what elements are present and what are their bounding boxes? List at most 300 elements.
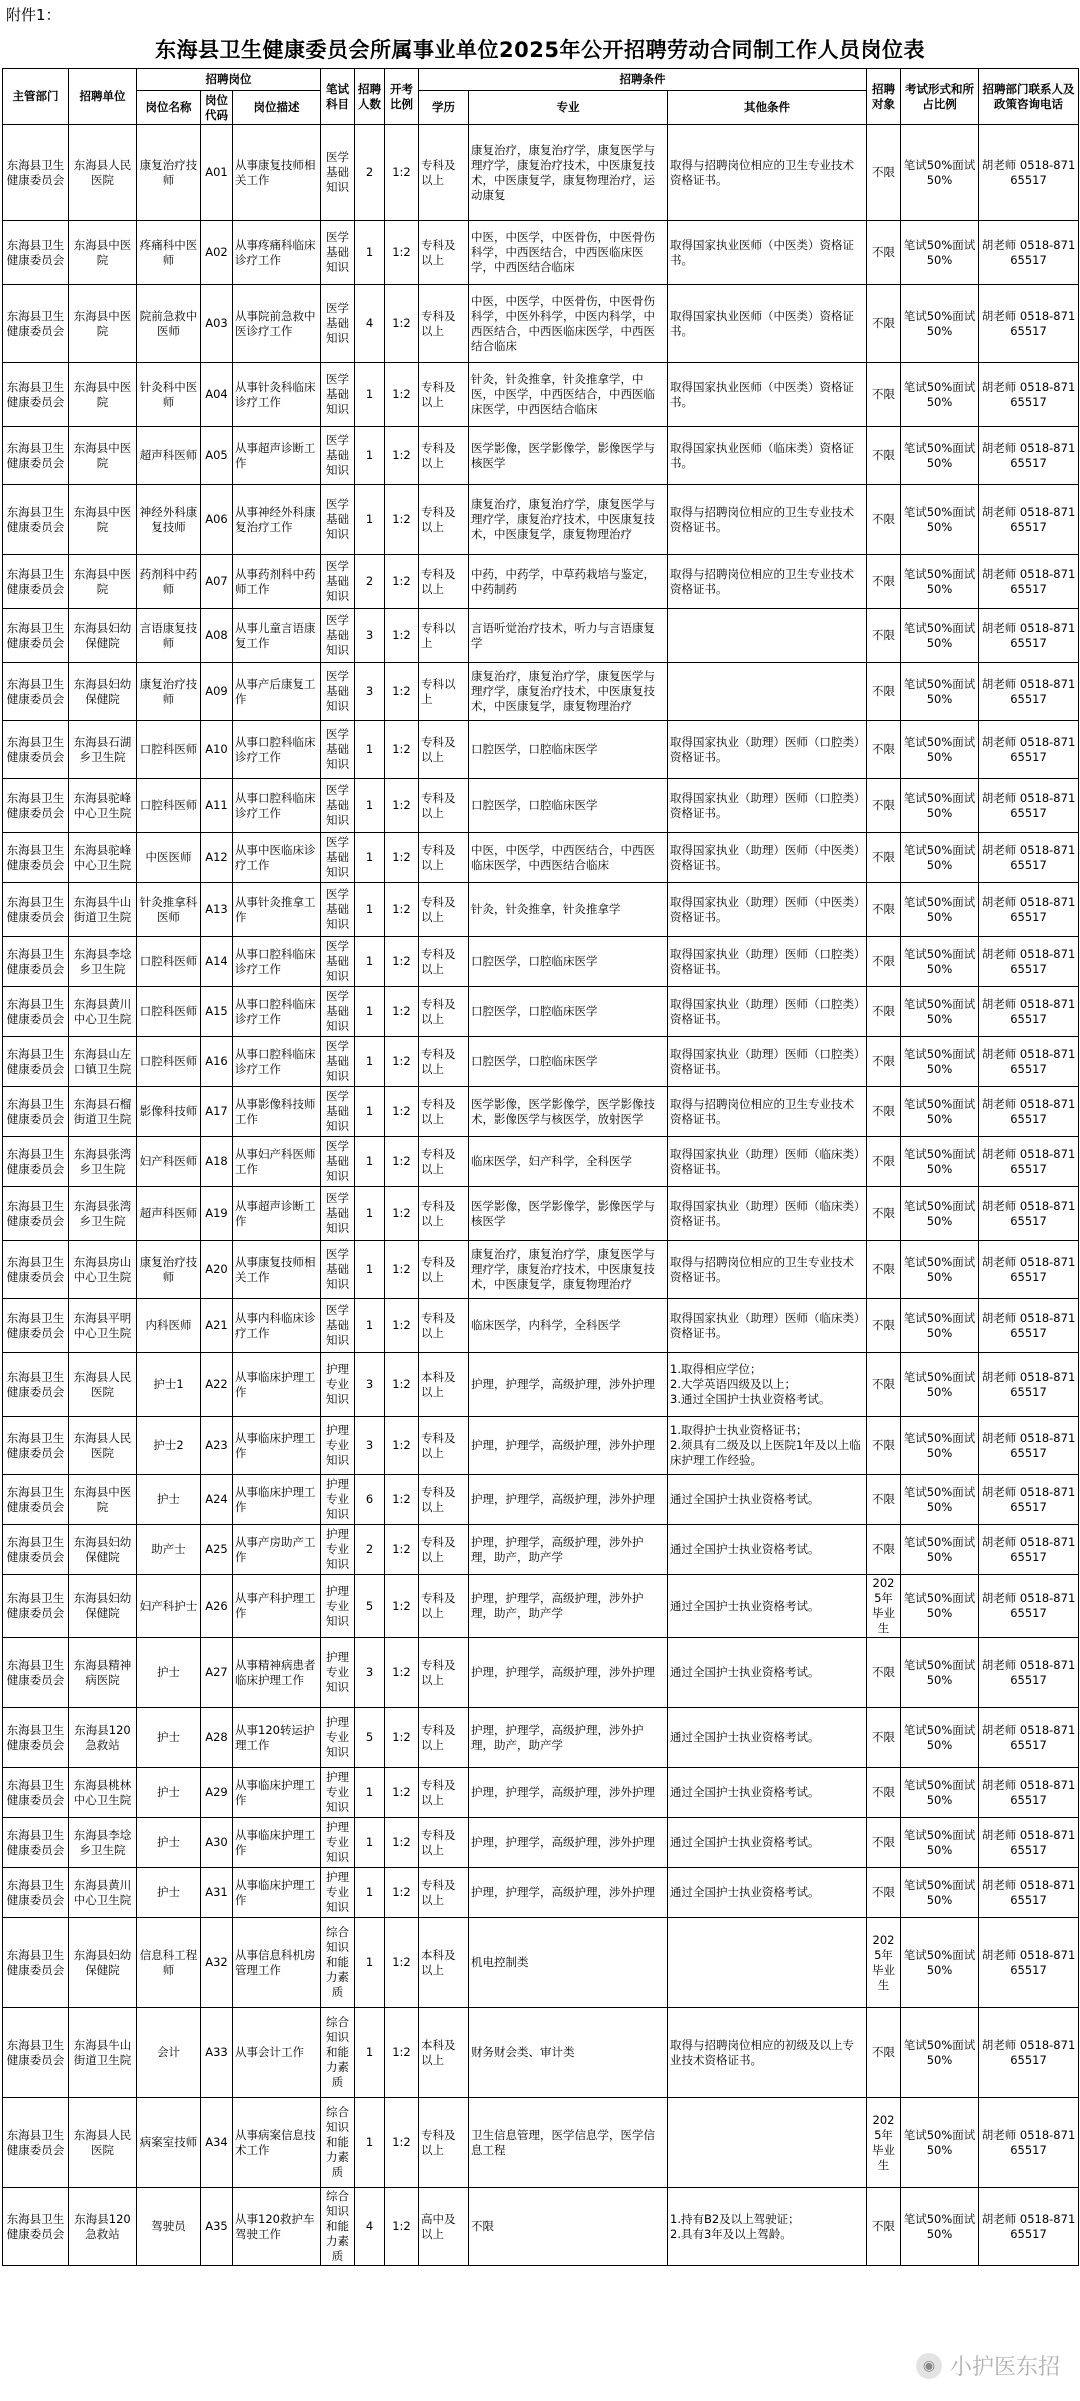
ratio-cell: 1:2 bbox=[385, 555, 419, 609]
table-row bbox=[3, 1299, 1079, 1353]
post-code-cell: A24 bbox=[201, 1475, 233, 1525]
unit-cell: 东海县人民医院 bbox=[69, 1417, 137, 1475]
post-desc-cell: 从事中医临床诊疗工作 bbox=[233, 833, 321, 883]
contact-cell: 胡老师 0518-87165517 bbox=[979, 427, 1079, 485]
post-code-cell: A11 bbox=[201, 779, 233, 833]
watermark-text: 小护医东招 bbox=[949, 2355, 1060, 2380]
subject-cell: 医学基础知识 bbox=[321, 883, 355, 937]
post-desc-cell: 从事超声诊断工作 bbox=[233, 427, 321, 485]
post-code-cell: A19 bbox=[201, 1187, 233, 1241]
target-cell: 不限 bbox=[867, 221, 901, 285]
major-cell: 针灸，针灸推拿，针灸推拿学，中医，中医学，中西医结合，中西医临床医学，中西医结合临床 bbox=[469, 363, 668, 427]
subject-cell: 护理专业知识 bbox=[321, 1868, 355, 1918]
exam-cell: 笔试50%面试50% bbox=[901, 1708, 979, 1768]
subject-cell: 医学基础知识 bbox=[321, 221, 355, 285]
post-code-cell: A35 bbox=[201, 2188, 233, 2266]
post-desc-cell: 从事儿童言语康复工作 bbox=[233, 609, 321, 663]
header-ratio: 开考比例 bbox=[385, 69, 419, 125]
unit-cell: 东海县李埝乡卫生院 bbox=[69, 937, 137, 987]
exam-cell: 笔试50%面试50% bbox=[901, 1638, 979, 1708]
other-cell: 取得与招聘岗位相应的卫生专业技术资格证书。 bbox=[668, 125, 867, 221]
post-code-cell: A05 bbox=[201, 427, 233, 485]
other-cell: 1.取得护士执业资格证书； 2.须具有二级及以上医院1年及以上临床护理工作经验。 bbox=[668, 1417, 867, 1475]
ratio-cell: 1:2 bbox=[385, 937, 419, 987]
other-cell bbox=[668, 2098, 867, 2188]
other-cell: 通过全国护士执业资格考试。 bbox=[668, 1638, 867, 1708]
post-desc-cell: 从事产科护理工作 bbox=[233, 1575, 321, 1638]
post-code-cell: A03 bbox=[201, 285, 233, 363]
target-cell: 不限 bbox=[867, 1241, 901, 1299]
major-cell: 医学影像，医学影像学，医学影像技术，影像医学与核医学，放射医学 bbox=[469, 1087, 668, 1137]
subject-cell: 综合知识和能力素质 bbox=[321, 2188, 355, 2266]
edu-cell: 专科及以上 bbox=[419, 1299, 469, 1353]
edu-cell: 专科及以上 bbox=[419, 937, 469, 987]
post-name-cell: 康复治疗技师 bbox=[137, 1241, 201, 1299]
unit-cell: 东海县中医院 bbox=[69, 1475, 137, 1525]
unit-cell: 东海县妇幼保健院 bbox=[69, 1575, 137, 1638]
dept-cell: 东海县卫生健康委员会 bbox=[3, 427, 69, 485]
post-desc-cell: 从事针灸科临床诊疗工作 bbox=[233, 363, 321, 427]
exam-cell: 笔试50%面试50% bbox=[901, 1868, 979, 1918]
target-cell: 不限 bbox=[867, 1475, 901, 1525]
exam-cell: 笔试50%面试50% bbox=[901, 221, 979, 285]
contact-cell: 胡老师 0518-87165517 bbox=[979, 1575, 1079, 1638]
subject-cell: 医学基础知识 bbox=[321, 285, 355, 363]
edu-cell: 专科及以上 bbox=[419, 987, 469, 1037]
post-code-cell: A01 bbox=[201, 125, 233, 221]
exam-cell: 笔试50%面试50% bbox=[901, 609, 979, 663]
post-desc-cell: 从事口腔科临床诊疗工作 bbox=[233, 721, 321, 779]
target-cell: 不限 bbox=[867, 125, 901, 221]
unit-cell: 东海县桃林中心卫生院 bbox=[69, 1768, 137, 1818]
major-cell: 护理，护理学，高级护理，涉外护理，助产，助产学 bbox=[469, 1525, 668, 1575]
ratio-cell: 1:2 bbox=[385, 2008, 419, 2098]
other-cell: 1.取得相应学位； 2.大学英语四级及以上； 3.通过全国护士执业资格考试。 bbox=[668, 1353, 867, 1417]
edu-cell: 专科及以上 bbox=[419, 1708, 469, 1768]
post-desc-cell: 从事产后康复工作 bbox=[233, 663, 321, 721]
target-cell: 2025年毕业生 bbox=[867, 1575, 901, 1638]
contact-cell: 胡老师 0518-87165517 bbox=[979, 285, 1079, 363]
post-name-cell: 针灸推拿科医师 bbox=[137, 883, 201, 937]
major-cell: 护理，护理学，高级护理，涉外护理，助产，助产学 bbox=[469, 1708, 668, 1768]
subject-cell: 综合知识和能力素质 bbox=[321, 2008, 355, 2098]
target-cell: 不限 bbox=[867, 1353, 901, 1417]
post-name-cell: 言语康复技师 bbox=[137, 609, 201, 663]
count-cell: 3 bbox=[355, 609, 385, 663]
post-name-cell: 药剂科中药师 bbox=[137, 555, 201, 609]
unit-cell: 东海县120急救站 bbox=[69, 1708, 137, 1768]
count-cell: 2 bbox=[355, 555, 385, 609]
count-cell: 3 bbox=[355, 1638, 385, 1708]
dept-cell: 东海县卫生健康委员会 bbox=[3, 2188, 69, 2266]
contact-cell: 胡老师 0518-87165517 bbox=[979, 609, 1079, 663]
major-cell: 中医，中医学，中医骨伤，中医骨伤科学，中医外科学，中医内科学，中西医结合，中西医临床医学，中西医结合临床 bbox=[469, 285, 668, 363]
dept-cell: 东海县卫生健康委员会 bbox=[3, 485, 69, 555]
other-cell: 取得与招聘岗位相应的卫生专业技术资格证书。 bbox=[668, 1087, 867, 1137]
subject-cell: 医学基础知识 bbox=[321, 779, 355, 833]
post-code-cell: A21 bbox=[201, 1299, 233, 1353]
ratio-cell: 1:2 bbox=[385, 1137, 419, 1187]
major-cell: 康复治疗，康复治疗学，康复医学与理疗学，康复治疗技术，中医康复技术，中医康复学，康复物理治疗，运动康复 bbox=[469, 125, 668, 221]
header-other: 其他条件 bbox=[668, 91, 867, 125]
post-code-cell: A25 bbox=[201, 1525, 233, 1575]
table-row bbox=[3, 485, 1079, 555]
edu-cell: 专科及以上 bbox=[419, 125, 469, 221]
post-code-cell: A32 bbox=[201, 1918, 233, 2008]
post-desc-cell: 从事会计工作 bbox=[233, 2008, 321, 2098]
major-cell: 言语听觉治疗技术，听力与言语康复学 bbox=[469, 609, 668, 663]
dept-cell: 东海县卫生健康委员会 bbox=[3, 1037, 69, 1087]
subject-cell: 医学基础知识 bbox=[321, 663, 355, 721]
contact-cell: 胡老师 0518-87165517 bbox=[979, 2098, 1079, 2188]
major-cell: 护理，护理学，高级护理，涉外护理 bbox=[469, 1868, 668, 1918]
contact-cell: 胡老师 0518-87165517 bbox=[979, 779, 1079, 833]
post-desc-cell: 从事口腔科临床诊疗工作 bbox=[233, 779, 321, 833]
dept-cell: 东海县卫生健康委员会 bbox=[3, 1417, 69, 1475]
post-name-cell: 院前急救中医师 bbox=[137, 285, 201, 363]
dept-cell: 东海县卫生健康委员会 bbox=[3, 285, 69, 363]
unit-cell: 东海县房山中心卫生院 bbox=[69, 1241, 137, 1299]
post-desc-cell: 从事院前急救中医诊疗工作 bbox=[233, 285, 321, 363]
other-cell bbox=[668, 1918, 867, 2008]
unit-cell: 东海县精神病医院 bbox=[69, 1638, 137, 1708]
exam-cell: 笔试50%面试50% bbox=[901, 1475, 979, 1525]
exam-cell: 笔试50%面试50% bbox=[901, 427, 979, 485]
major-cell: 不限 bbox=[469, 2188, 668, 2266]
ratio-cell: 1:2 bbox=[385, 1818, 419, 1868]
target-cell: 不限 bbox=[867, 1525, 901, 1575]
ratio-cell: 1:2 bbox=[385, 721, 419, 779]
subject-cell: 护理专业知识 bbox=[321, 1768, 355, 1818]
major-cell: 口腔医学，口腔临床医学 bbox=[469, 987, 668, 1037]
post-code-cell: A09 bbox=[201, 663, 233, 721]
major-cell: 康复治疗，康复治疗学，康复医学与理疗学，康复治疗技术，中医康复技术，中医康复学，康复物理治疗 bbox=[469, 1241, 668, 1299]
table-row bbox=[3, 1525, 1079, 1575]
watermark bbox=[916, 2350, 1060, 2381]
exam-cell: 笔试50%面试50% bbox=[901, 2098, 979, 2188]
subject-cell: 医学基础知识 bbox=[321, 833, 355, 883]
unit-cell: 东海县牛山街道卫生院 bbox=[69, 2008, 137, 2098]
post-desc-cell: 从事超声诊断工作 bbox=[233, 1187, 321, 1241]
dept-cell: 东海县卫生健康委员会 bbox=[3, 221, 69, 285]
table-row bbox=[3, 555, 1079, 609]
contact-cell: 胡老师 0518-87165517 bbox=[979, 1768, 1079, 1818]
exam-cell: 笔试50%面试50% bbox=[901, 833, 979, 883]
post-name-cell: 超声科医师 bbox=[137, 427, 201, 485]
dept-cell: 东海县卫生健康委员会 bbox=[3, 987, 69, 1037]
exam-cell: 笔试50%面试50% bbox=[901, 363, 979, 427]
major-cell: 中医，中医学，中医骨伤，中医骨伤科学，中西医结合，中西医临床医学，中西医结合临床 bbox=[469, 221, 668, 285]
subject-cell: 医学基础知识 bbox=[321, 1187, 355, 1241]
header-dept: 主管部门 bbox=[3, 69, 69, 125]
dept-cell: 东海县卫生健康委员会 bbox=[3, 363, 69, 427]
contact-cell: 胡老师 0518-87165517 bbox=[979, 937, 1079, 987]
contact-cell: 胡老师 0518-87165517 bbox=[979, 221, 1079, 285]
exam-cell: 笔试50%面试50% bbox=[901, 1299, 979, 1353]
subject-cell: 医学基础知识 bbox=[321, 555, 355, 609]
post-name-cell: 康复治疗技师 bbox=[137, 663, 201, 721]
contact-cell: 胡老师 0518-87165517 bbox=[979, 363, 1079, 427]
major-cell: 中医，中医学，中西医结合，中西医临床医学，中西医结合临床 bbox=[469, 833, 668, 883]
ratio-cell: 1:2 bbox=[385, 2098, 419, 2188]
dept-cell: 东海县卫生健康委员会 bbox=[3, 663, 69, 721]
table-row bbox=[3, 937, 1079, 987]
major-cell: 针灸，针灸推拿，针灸推拿学 bbox=[469, 883, 668, 937]
subject-cell: 综合知识和能力素质 bbox=[321, 2098, 355, 2188]
exam-cell: 笔试50%面试50% bbox=[901, 1087, 979, 1137]
target-cell: 不限 bbox=[867, 1417, 901, 1475]
other-cell: 1.持有B2及以上驾驶证； 2.具有3年及以上驾龄。 bbox=[668, 2188, 867, 2266]
contact-cell: 胡老师 0518-87165517 bbox=[979, 1475, 1079, 1525]
other-cell bbox=[668, 609, 867, 663]
post-name-cell: 超声科医师 bbox=[137, 1187, 201, 1241]
target-cell: 不限 bbox=[867, 833, 901, 883]
ratio-cell: 1:2 bbox=[385, 1037, 419, 1087]
subject-cell: 护理专业知识 bbox=[321, 1575, 355, 1638]
post-desc-cell: 从事神经外科康复治疗工作 bbox=[233, 485, 321, 555]
table-row bbox=[3, 1087, 1079, 1137]
table-row bbox=[3, 1417, 1079, 1475]
post-desc-cell: 从事口腔科临床诊疗工作 bbox=[233, 1037, 321, 1087]
count-cell: 1 bbox=[355, 1241, 385, 1299]
exam-cell: 笔试50%面试50% bbox=[901, 883, 979, 937]
table-row bbox=[3, 1037, 1079, 1087]
other-cell: 取得国家执业医师（中医类）资格证书。 bbox=[668, 363, 867, 427]
edu-cell: 专科及以上 bbox=[419, 833, 469, 883]
major-cell: 卫生信息管理，医学信息学，医学信息工程 bbox=[469, 2098, 668, 2188]
header-count: 招聘人数 bbox=[355, 69, 385, 125]
post-desc-cell: 从事临床护理工作 bbox=[233, 1353, 321, 1417]
edu-cell: 专科及以上 bbox=[419, 1417, 469, 1475]
edu-cell: 专科及以上 bbox=[419, 779, 469, 833]
count-cell: 1 bbox=[355, 1137, 385, 1187]
major-cell: 口腔医学，口腔临床医学 bbox=[469, 1037, 668, 1087]
table-row bbox=[3, 363, 1079, 427]
subject-cell: 护理专业知识 bbox=[321, 1417, 355, 1475]
ratio-cell: 1:2 bbox=[385, 987, 419, 1037]
exam-cell: 笔试50%面试50% bbox=[901, 987, 979, 1037]
contact-cell: 胡老师 0518-87165517 bbox=[979, 1241, 1079, 1299]
post-desc-cell: 从事疼痛科临床诊疗工作 bbox=[233, 221, 321, 285]
major-cell: 中药，中药学，中草药栽培与鉴定，中药制药 bbox=[469, 555, 668, 609]
table-row bbox=[3, 221, 1079, 285]
count-cell: 5 bbox=[355, 1708, 385, 1768]
ratio-cell: 1:2 bbox=[385, 883, 419, 937]
post-name-cell: 护士 bbox=[137, 1768, 201, 1818]
subject-cell: 医学基础知识 bbox=[321, 1299, 355, 1353]
target-cell: 不限 bbox=[867, 779, 901, 833]
ratio-cell: 1:2 bbox=[385, 125, 419, 221]
table-row bbox=[3, 1868, 1079, 1918]
dept-cell: 东海县卫生健康委员会 bbox=[3, 833, 69, 883]
edu-cell: 专科及以上 bbox=[419, 1187, 469, 1241]
subject-cell: 医学基础知识 bbox=[321, 427, 355, 485]
unit-cell: 东海县张湾乡卫生院 bbox=[69, 1187, 137, 1241]
post-name-cell: 护士 bbox=[137, 1818, 201, 1868]
exam-cell: 笔试50%面试50% bbox=[901, 663, 979, 721]
count-cell: 1 bbox=[355, 721, 385, 779]
table-row bbox=[3, 1638, 1079, 1708]
dept-cell: 东海县卫生健康委员会 bbox=[3, 1187, 69, 1241]
post-code-cell: A06 bbox=[201, 485, 233, 555]
contact-cell: 胡老师 0518-87165517 bbox=[979, 987, 1079, 1037]
ratio-cell: 1:2 bbox=[385, 1417, 419, 1475]
ratio-cell: 1:2 bbox=[385, 1768, 419, 1818]
post-code-cell: A04 bbox=[201, 363, 233, 427]
major-cell: 护理，护理学，高级护理，涉外护理 bbox=[469, 1638, 668, 1708]
contact-cell: 胡老师 0518-87165517 bbox=[979, 1818, 1079, 1868]
dept-cell: 东海县卫生健康委员会 bbox=[3, 1137, 69, 1187]
other-cell: 通过全国护士执业资格考试。 bbox=[668, 1475, 867, 1525]
unit-cell: 东海县中医院 bbox=[69, 555, 137, 609]
target-cell: 不限 bbox=[867, 1087, 901, 1137]
ratio-cell: 1:2 bbox=[385, 1638, 419, 1708]
major-cell: 护理，护理学，高级护理，涉外护理 bbox=[469, 1818, 668, 1868]
unit-cell: 东海县石榴街道卫生院 bbox=[69, 1087, 137, 1137]
post-name-cell: 驾驶员 bbox=[137, 2188, 201, 2266]
count-cell: 1 bbox=[355, 833, 385, 883]
header-subject: 笔试科目 bbox=[321, 69, 355, 125]
header-contact: 招聘部门联系人及政策咨询电话 bbox=[979, 69, 1079, 125]
post-code-cell: A34 bbox=[201, 2098, 233, 2188]
count-cell: 1 bbox=[355, 363, 385, 427]
major-cell: 口腔医学，口腔临床医学 bbox=[469, 937, 668, 987]
exam-cell: 笔试50%面试50% bbox=[901, 1918, 979, 2008]
major-cell: 康复治疗，康复治疗学，康复医学与理疗学，康复治疗技术，中医康复技术，中医康复学，康复物理治疗 bbox=[469, 485, 668, 555]
count-cell: 1 bbox=[355, 1818, 385, 1868]
post-name-cell: 妇产科医师 bbox=[137, 1137, 201, 1187]
target-cell: 2025年毕业生 bbox=[867, 1918, 901, 2008]
post-code-cell: A27 bbox=[201, 1638, 233, 1708]
contact-cell: 胡老师 0518-87165517 bbox=[979, 1918, 1079, 2008]
contact-cell: 胡老师 0518-87165517 bbox=[979, 721, 1079, 779]
dept-cell: 东海县卫生健康委员会 bbox=[3, 1575, 69, 1638]
contact-cell: 胡老师 0518-87165517 bbox=[979, 1187, 1079, 1241]
dept-cell: 东海县卫生健康委员会 bbox=[3, 1768, 69, 1818]
ratio-cell: 1:2 bbox=[385, 1087, 419, 1137]
edu-cell: 专科以上 bbox=[419, 609, 469, 663]
other-cell: 通过全国护士执业资格考试。 bbox=[668, 1868, 867, 1918]
ratio-cell: 1:2 bbox=[385, 221, 419, 285]
post-name-cell: 口腔科医师 bbox=[137, 987, 201, 1037]
header-cond-group: 招聘条件 bbox=[419, 69, 867, 91]
dept-cell: 东海县卫生健康委员会 bbox=[3, 125, 69, 221]
post-desc-cell: 从事口腔科临床诊疗工作 bbox=[233, 937, 321, 987]
count-cell: 4 bbox=[355, 285, 385, 363]
header-post-group: 招聘岗位 bbox=[137, 69, 321, 91]
major-cell: 机电控制类 bbox=[469, 1918, 668, 2008]
dept-cell: 东海县卫生健康委员会 bbox=[3, 1299, 69, 1353]
edu-cell: 本科及以上 bbox=[419, 2008, 469, 2098]
header-post-desc: 岗位描述 bbox=[233, 91, 321, 125]
post-desc-cell: 从事康复技师相关工作 bbox=[233, 1241, 321, 1299]
subject-cell: 医学基础知识 bbox=[321, 937, 355, 987]
major-cell: 口腔医学，口腔临床医学 bbox=[469, 721, 668, 779]
edu-cell: 专科及以上 bbox=[419, 1475, 469, 1525]
post-code-cell: A28 bbox=[201, 1708, 233, 1768]
major-cell: 临床医学，妇产科学，全科医学 bbox=[469, 1137, 668, 1187]
edu-cell: 专科及以上 bbox=[419, 2098, 469, 2188]
contact-cell: 胡老师 0518-87165517 bbox=[979, 1353, 1079, 1417]
other-cell: 通过全国护士执业资格考试。 bbox=[668, 1525, 867, 1575]
target-cell: 不限 bbox=[867, 1868, 901, 1918]
ratio-cell: 1:2 bbox=[385, 663, 419, 721]
unit-cell: 东海县驼峰中心卫生院 bbox=[69, 833, 137, 883]
major-cell: 临床医学，内科学，全科医学 bbox=[469, 1299, 668, 1353]
dept-cell: 东海县卫生健康委员会 bbox=[3, 1918, 69, 2008]
post-name-cell: 助产士 bbox=[137, 1525, 201, 1575]
header-post-code: 岗位代码 bbox=[201, 91, 233, 125]
target-cell: 不限 bbox=[867, 987, 901, 1037]
post-desc-cell: 从事120救护车驾驶工作 bbox=[233, 2188, 321, 2266]
exam-cell: 笔试50%面试50% bbox=[901, 1818, 979, 1868]
contact-cell: 胡老师 0518-87165517 bbox=[979, 1417, 1079, 1475]
ratio-cell: 1:2 bbox=[385, 485, 419, 555]
ratio-cell: 1:2 bbox=[385, 1475, 419, 1525]
other-cell: 取得国家执业医师（中医类）资格证书。 bbox=[668, 285, 867, 363]
target-cell: 不限 bbox=[867, 1037, 901, 1087]
post-code-cell: A14 bbox=[201, 937, 233, 987]
post-desc-cell: 从事药剂科中药师工作 bbox=[233, 555, 321, 609]
contact-cell: 胡老师 0518-87165517 bbox=[979, 485, 1079, 555]
target-cell: 不限 bbox=[867, 883, 901, 937]
ratio-cell: 1:2 bbox=[385, 363, 419, 427]
subject-cell: 护理专业知识 bbox=[321, 1708, 355, 1768]
post-name-cell: 妇产科护士 bbox=[137, 1575, 201, 1638]
unit-cell: 东海县平明中心卫生院 bbox=[69, 1299, 137, 1353]
unit-cell: 东海县黄川中心卫生院 bbox=[69, 987, 137, 1037]
post-code-cell: A23 bbox=[201, 1417, 233, 1475]
post-code-cell: A18 bbox=[201, 1137, 233, 1187]
unit-cell: 东海县中医院 bbox=[69, 363, 137, 427]
edu-cell: 专科及以上 bbox=[419, 363, 469, 427]
table-row bbox=[3, 1768, 1079, 1818]
count-cell: 3 bbox=[355, 1417, 385, 1475]
target-cell: 不限 bbox=[867, 663, 901, 721]
unit-cell: 东海县中医院 bbox=[69, 285, 137, 363]
unit-cell: 东海县人民医院 bbox=[69, 1353, 137, 1417]
major-cell: 护理，护理学，高级护理，涉外护理 bbox=[469, 1417, 668, 1475]
post-code-cell: A29 bbox=[201, 1768, 233, 1818]
post-name-cell: 护士 bbox=[137, 1868, 201, 1918]
post-code-cell: A12 bbox=[201, 833, 233, 883]
table-row bbox=[3, 609, 1079, 663]
exam-cell: 笔试50%面试50% bbox=[901, 1137, 979, 1187]
post-desc-cell: 从事临床护理工作 bbox=[233, 1768, 321, 1818]
ratio-cell: 1:2 bbox=[385, 1918, 419, 2008]
table-row bbox=[3, 1575, 1079, 1638]
edu-cell: 专科及以上 bbox=[419, 1037, 469, 1087]
table-row bbox=[3, 1353, 1079, 1417]
header-target: 招聘对象 bbox=[867, 69, 901, 125]
target-cell: 不限 bbox=[867, 721, 901, 779]
edu-cell: 专科及以上 bbox=[419, 1087, 469, 1137]
contact-cell: 胡老师 0518-87165517 bbox=[979, 1708, 1079, 1768]
major-cell: 护理，护理学，高级护理，涉外护理 bbox=[469, 1475, 668, 1525]
count-cell: 1 bbox=[355, 1299, 385, 1353]
table-row bbox=[3, 1918, 1079, 2008]
other-cell: 取得与招聘岗位相应的卫生专业技术资格证书。 bbox=[668, 1241, 867, 1299]
target-cell: 不限 bbox=[867, 1137, 901, 1187]
subject-cell: 医学基础知识 bbox=[321, 1087, 355, 1137]
table-row bbox=[3, 1708, 1079, 1768]
count-cell: 1 bbox=[355, 2098, 385, 2188]
edu-cell: 专科及以上 bbox=[419, 1638, 469, 1708]
ratio-cell: 1:2 bbox=[385, 609, 419, 663]
edu-cell: 专科及以上 bbox=[419, 1137, 469, 1187]
header-exam: 考试形式和所占比例 bbox=[901, 69, 979, 125]
edu-cell: 专科及以上 bbox=[419, 485, 469, 555]
